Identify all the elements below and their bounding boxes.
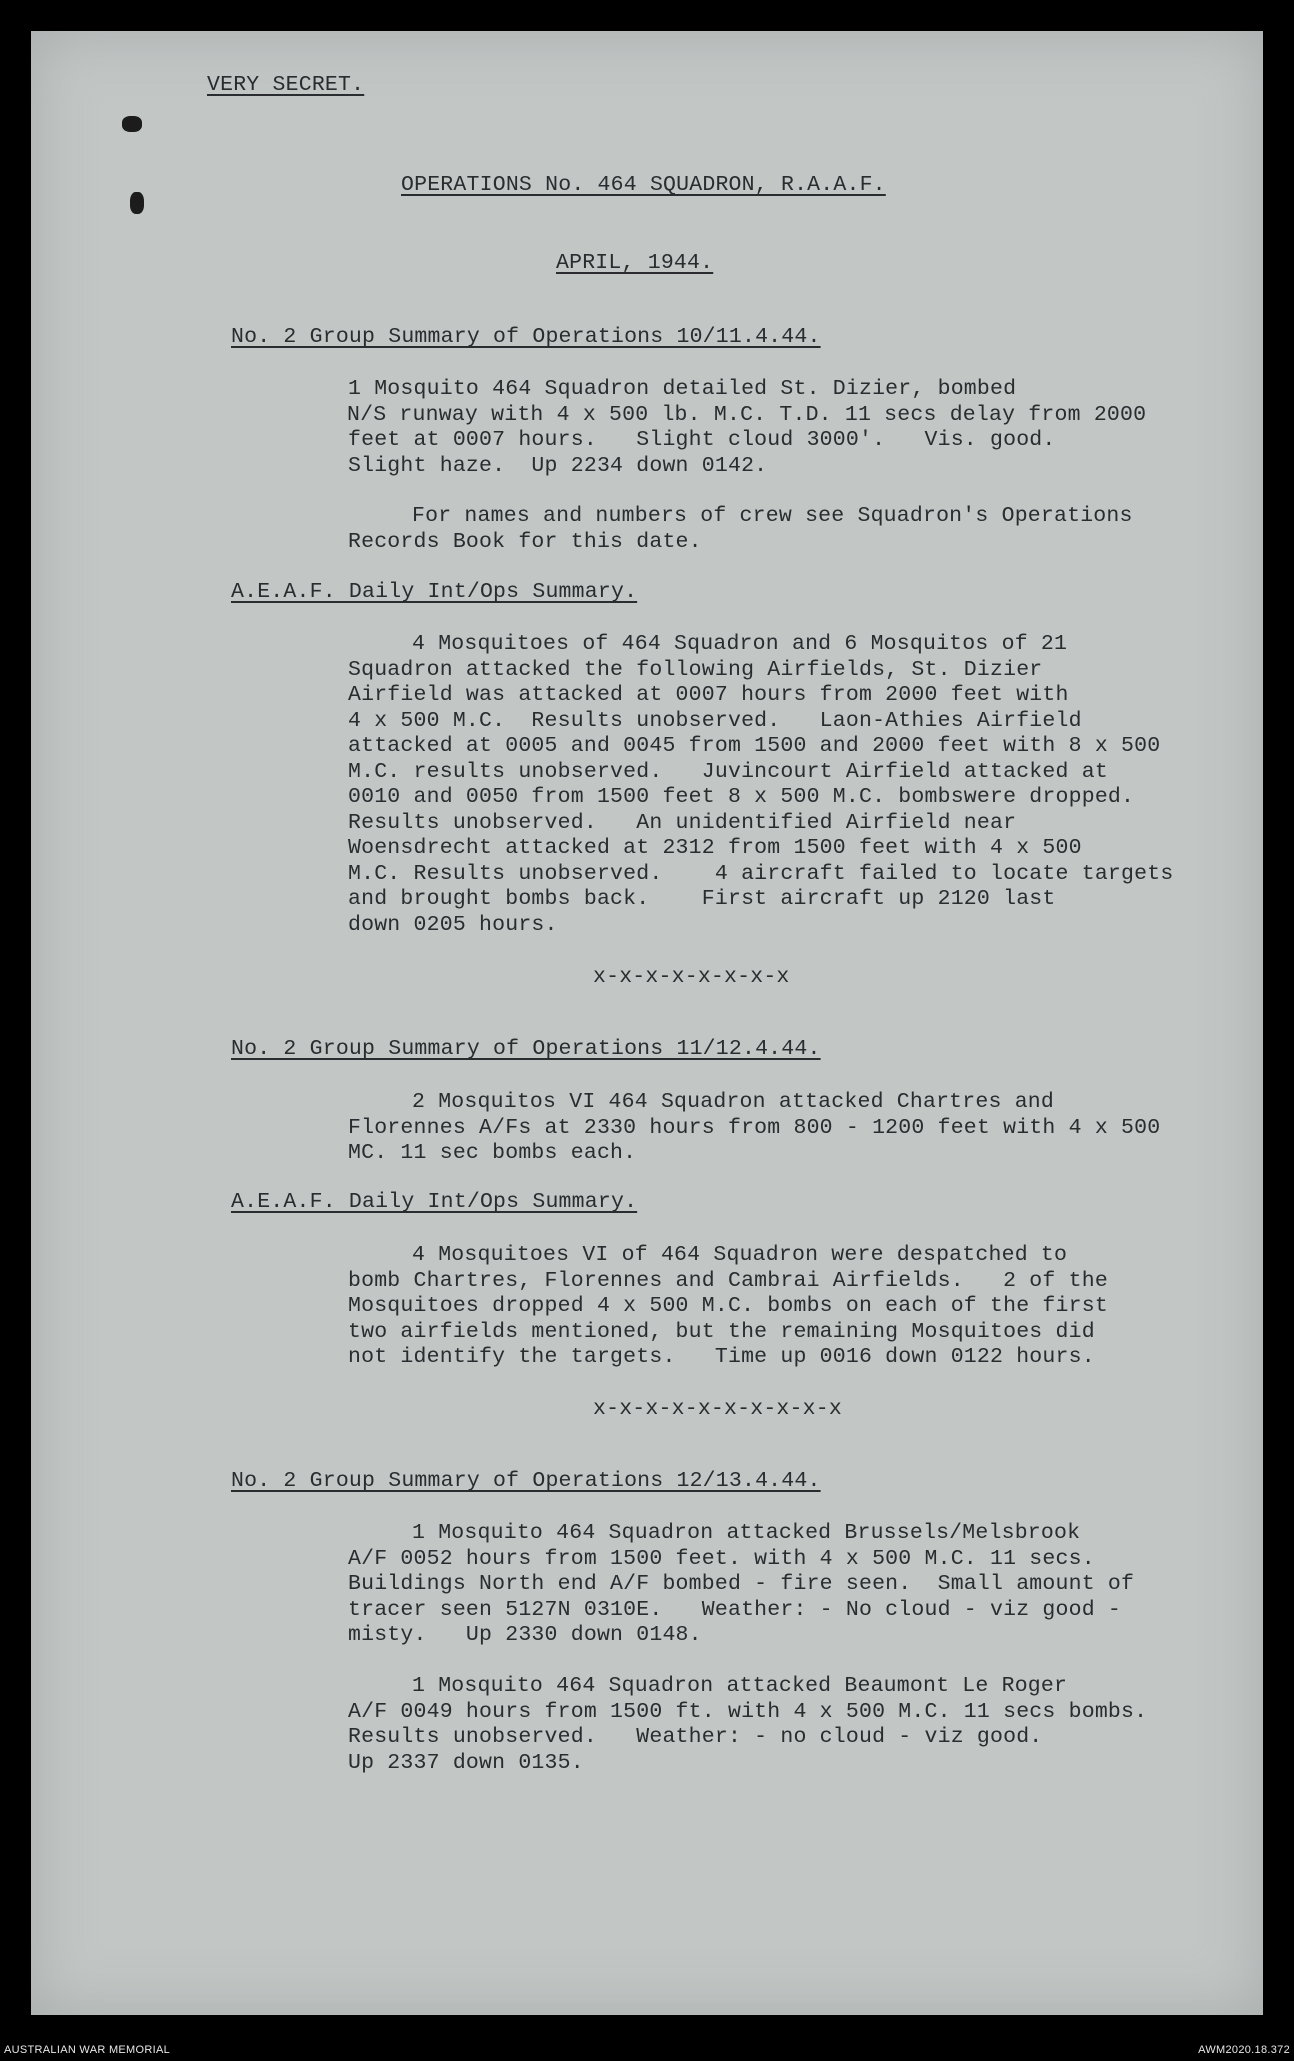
section-paragraph: [348, 1243, 1108, 1371]
document-month: APRIL, 1944.: [556, 251, 714, 275]
section-heading: No. 2 Group Summary of Operations 11/12.4.44.: [231, 1037, 821, 1061]
paragraph-line: feet at 0007 hours. Slight cloud 3000'. Vis. good.: [348, 428, 1056, 452]
section-paragraph: [348, 1674, 1147, 1776]
paragraph-line: attacked at 0005 and 0045 from 1500 and 2000 feet with 8 x 500: [348, 734, 1161, 758]
paragraph-line: For names and numbers of crew see Squadron's Operations: [412, 504, 1133, 528]
section-heading: No. 2 Group Summary of Operations 10/11.4.44.: [231, 325, 821, 349]
paragraph-line: Up 2337 down 0135.: [348, 1750, 584, 1775]
paragraph-line: MC. 11 sec bombs each.: [348, 1141, 637, 1165]
paragraph-line: Results unobserved. Weather: - no cloud - viz good.: [348, 1725, 1043, 1749]
section-paragraph: [348, 1521, 1134, 1649]
paragraph-line: 2 Mosquitos VI 464 Squadron attacked Chartres and: [412, 1090, 1055, 1114]
paragraph-line: 4 x 500 M.C. Results unobserved. Laon-Athies Airfield: [348, 708, 1082, 733]
paragraph-line: A/F 0052 hours from 1500 feet. with 4 x 500 M.C. 11 secs.: [348, 1546, 1095, 1571]
paragraph-line: N/S runway with 4 x 500 lb. M.C. T.D. 11 secs delay from 2000: [347, 402, 1147, 427]
paragraph-line: A/F 0049 hours from 1500 ft. with 4 x 500 M.C. 11 secs bombs.: [348, 1699, 1148, 1724]
punch-hole-mark: [130, 192, 144, 214]
section-heading: A.E.A.F. Daily Int/Ops Summary.: [231, 580, 638, 604]
paragraph-line: Slight haze. Up 2234 down 0142.: [348, 453, 768, 478]
paragraph-line: tracer seen 5127N 0310E. Weather: - No cloud - viz good -: [348, 1597, 1122, 1622]
paragraph-line: 1 Mosquito 464 Squadron detailed St. Dizier, bombed: [348, 377, 1017, 401]
paragraph-line: and brought bombs back. First aircraft up 2120 last: [348, 887, 1056, 911]
paragraph-line: down 0205 hours.: [348, 912, 558, 937]
paragraph-line: 4 Mosquitoes VI of 464 Squadron were despatched to: [412, 1243, 1068, 1267]
paragraph-line: 0010 and 0050 from 1500 feet 8 x 500 M.C. bombswere dropped.: [348, 785, 1135, 809]
paragraph-line: Results unobserved. An unidentified Airfield near: [348, 810, 1017, 835]
punch-hole-mark: [122, 116, 142, 132]
section-paragraph: [348, 377, 1146, 479]
paragraph-line: Airfield was attacked at 0007 hours from 2000 feet with: [348, 683, 1069, 707]
section-heading: A.E.A.F. Daily Int/Ops Summary.: [231, 1190, 638, 1214]
classification-stamp: VERY SECRET.: [207, 73, 365, 97]
crew-note-paragraph: [348, 504, 1133, 555]
paragraph-line: Buildings North end A/F bombed - fire seen. Small amount of: [348, 1572, 1135, 1596]
section-paragraph: [348, 1090, 1160, 1167]
section-separator: x-x-x-x-x-x-x-x: [593, 965, 790, 989]
footer-institution: AUSTRALIAN WAR MEMORIAL: [4, 2044, 171, 2056]
paragraph-line: M.C. results unobserved. Juvincourt Airfield attacked at: [348, 759, 1108, 784]
section-separator: x-x-x-x-x-x-x-x-x-x: [593, 1397, 842, 1421]
paragraph-line: not identify the targets. Time up 0016 down 0122 hours.: [348, 1345, 1095, 1369]
footer-reference: AWM2020.18.372: [1198, 2044, 1290, 2056]
section-heading: No. 2 Group Summary of Operations 12/13.4.44.: [231, 1469, 821, 1493]
paragraph-line: Woensdrecht attacked at 2312 from 1500 feet with 4 x 500: [348, 836, 1082, 860]
paragraph-line: M.C. Results unobserved. 4 aircraft failed to locate targets: [348, 861, 1174, 886]
paragraph-line: Florennes A/Fs at 2330 hours from 800 - 1200 feet with 4 x 500: [348, 1115, 1161, 1140]
paragraph-line: bomb Chartres, Florennes and Cambrai Airfields. 2 of the: [348, 1268, 1108, 1293]
paragraph-line: 1 Mosquito 464 Squadron attacked Beaumont Le Roger: [412, 1674, 1068, 1698]
document-title: OPERATIONS No. 464 SQUADRON, R.A.A.F.: [401, 173, 886, 197]
paragraph-line: Squadron attacked the following Airfields, St. Dizier: [348, 657, 1043, 682]
paragraph-line: Records Book for this date.: [348, 529, 702, 554]
paragraph-line: two airfields mentioned, but the remaining Mosquitoes did: [348, 1319, 1095, 1344]
paragraph-line: 4 Mosquitoes of 464 Squadron and 6 Mosquitos of 21: [412, 632, 1068, 656]
section-paragraph: [348, 632, 1173, 938]
paragraph-line: 1 Mosquito 464 Squadron attacked Brussels/Melsbrook: [412, 1521, 1081, 1545]
paragraph-line: misty. Up 2330 down 0148.: [348, 1623, 702, 1647]
paragraph-line: Mosquitoes dropped 4 x 500 M.C. bombs on each of the first: [348, 1294, 1108, 1318]
